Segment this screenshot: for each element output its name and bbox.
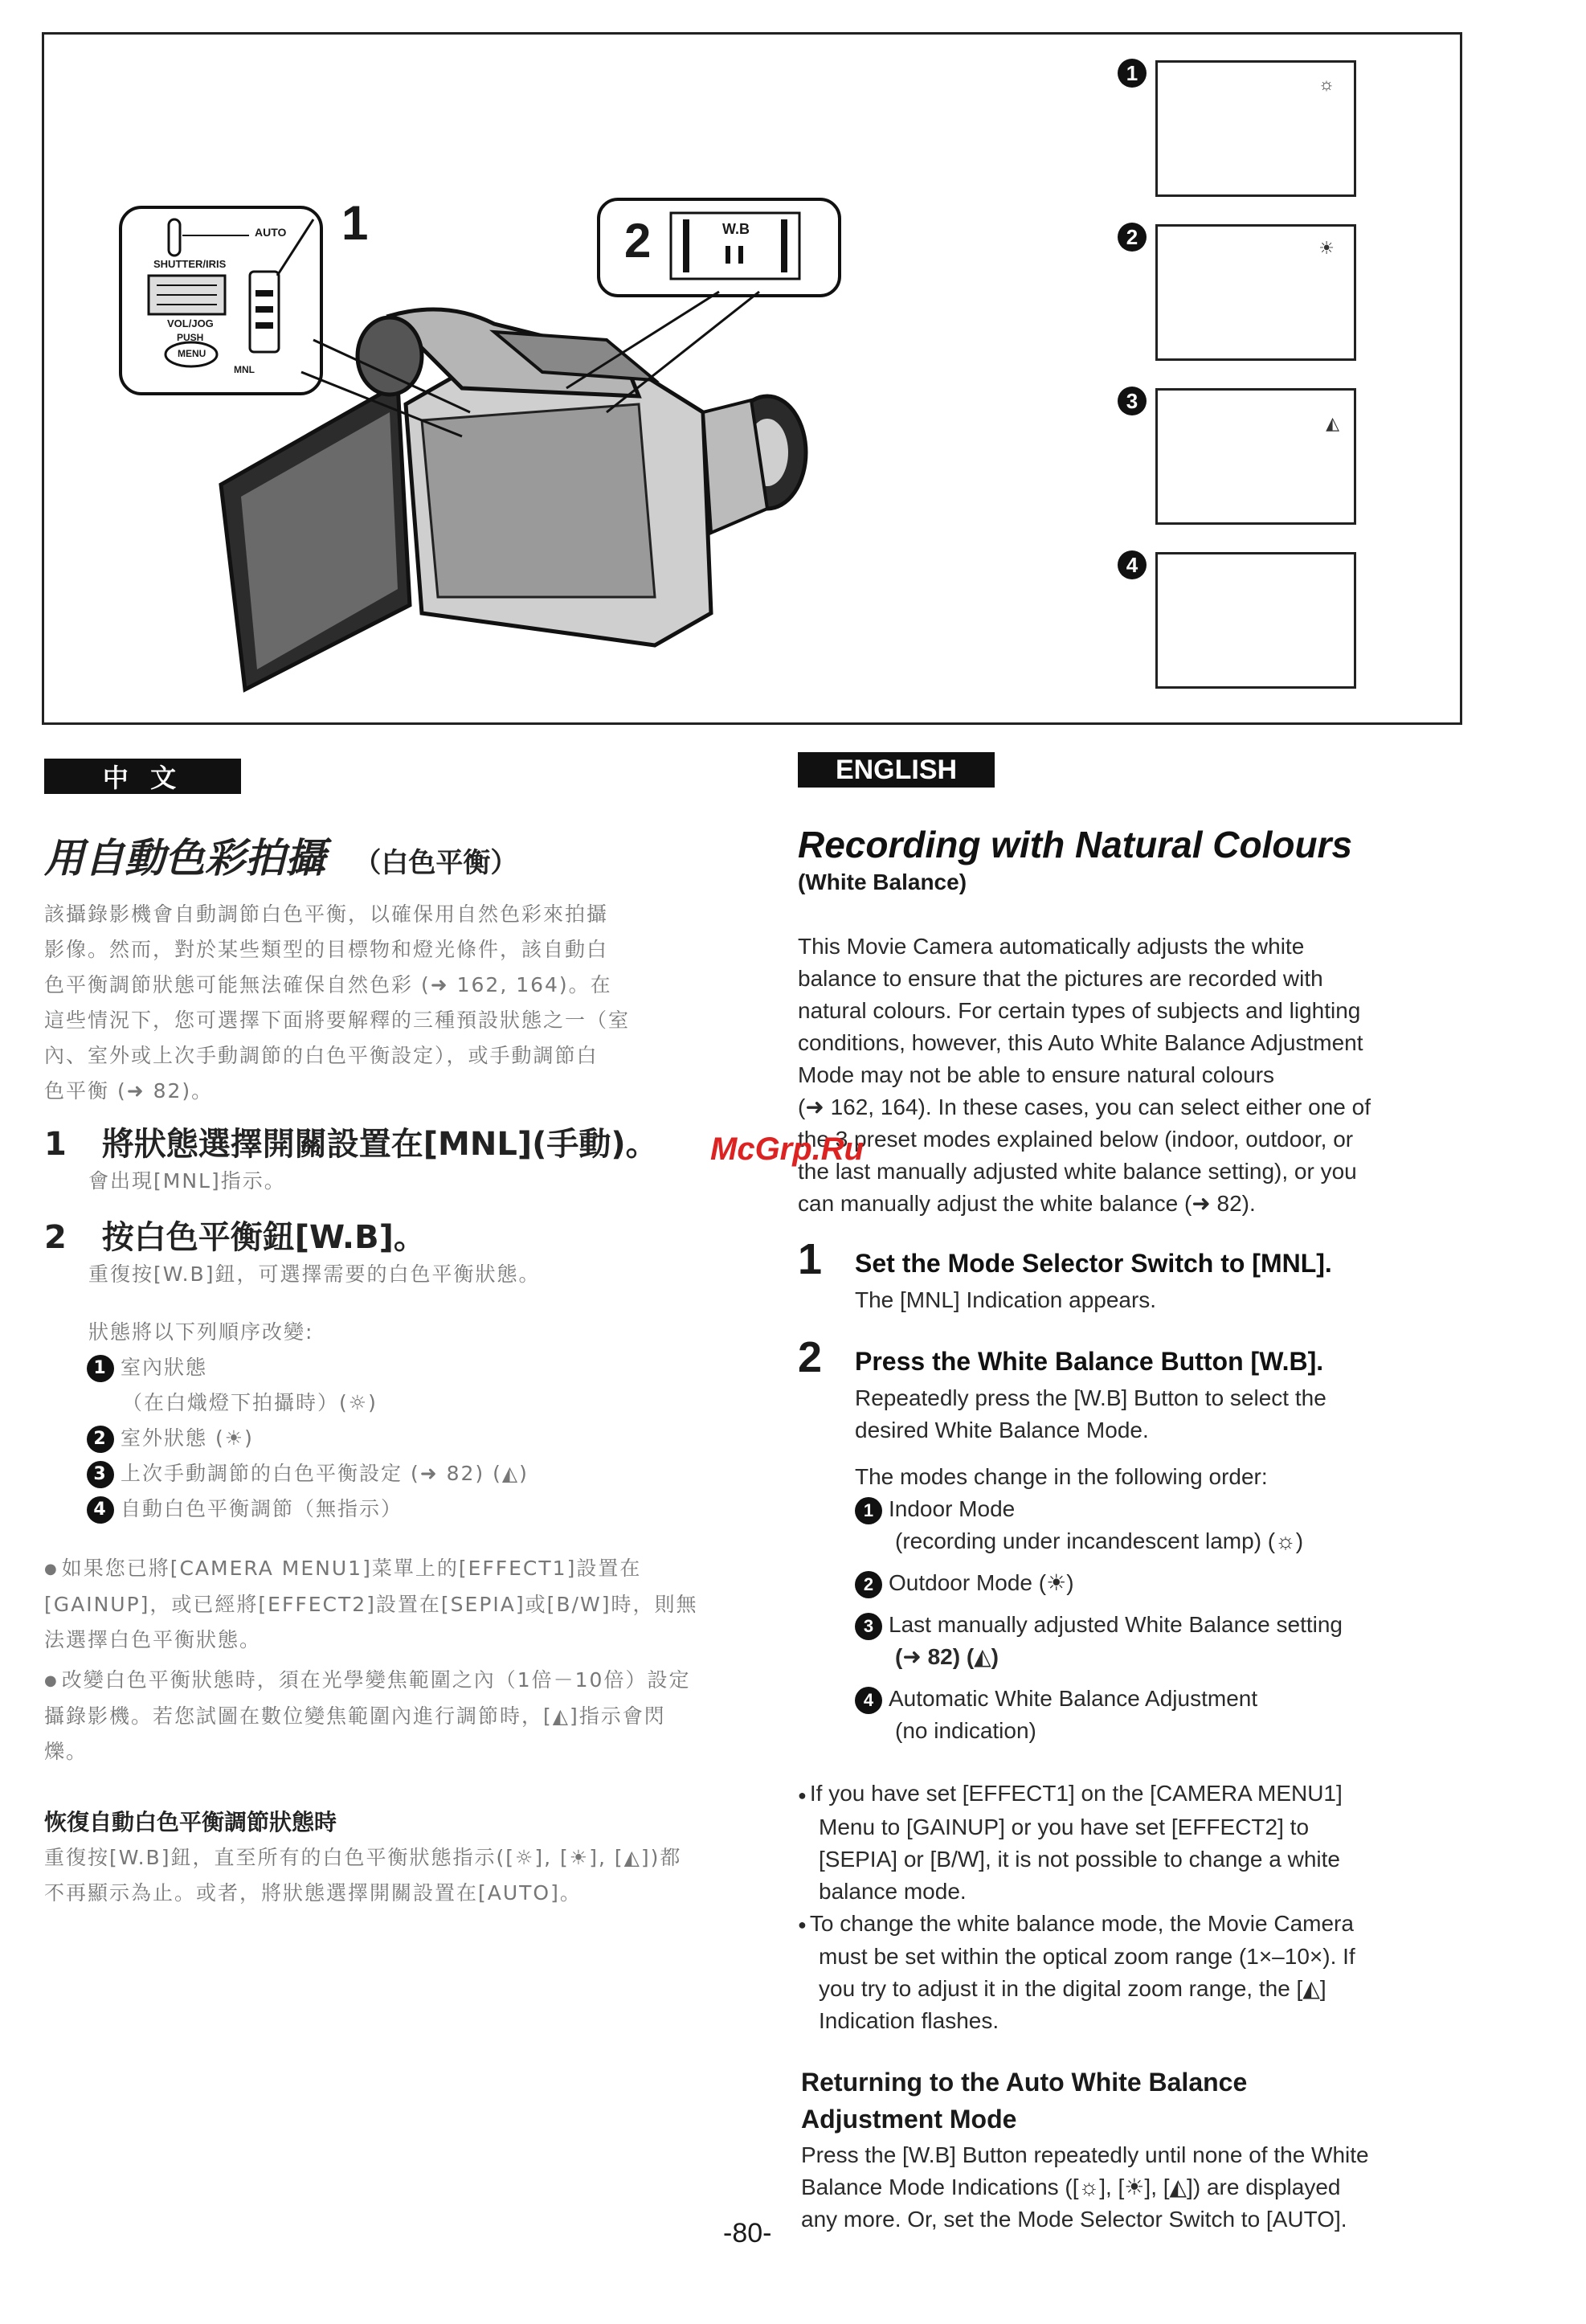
watermark: McGrp.Ru — [710, 1131, 865, 1167]
english-note-1-line: balance mode. — [819, 1878, 967, 1904]
chinese-title-text: 用自動色彩拍攝 — [44, 835, 325, 882]
chinese-mode-item — [122, 1385, 529, 1421]
english-intro-line: the 3 preset modes explained below (indoor, outdoor, or — [798, 1127, 1354, 1152]
english-step-2-desc-line: Repeatedly press the [W.B] Button to select the — [855, 1385, 1326, 1410]
english-step-1-number: 1 — [798, 1235, 823, 1283]
chinese-step-1-desc: 會出現[MNL]指示。 — [88, 1169, 286, 1193]
chinese-mode-2-text: 室外狀態 (☀) — [121, 1426, 254, 1450]
chinese-mode-item — [87, 1491, 529, 1527]
screen-3-number: 3 — [1118, 387, 1147, 415]
english-modes-list — [855, 1493, 1498, 1747]
english-note-2-line: must be set within the optical zoom range (1×–10×). If — [819, 1944, 1355, 1970]
english-return-title-line: Adjustment Mode — [801, 2105, 1017, 2134]
english-step-2-title: Press the White Balance Button [W.B]. — [855, 1347, 1324, 1376]
english-mode-1-number: 1 — [855, 1497, 882, 1524]
english-note-item — [798, 1778, 1489, 1908]
english-note-1-line: ● If you have set [EFFECT1] on the [CAMERA MENU1] — [798, 1778, 1489, 1811]
chinese-intro — [44, 897, 703, 1109]
camcorder-illustration — [44, 35, 1169, 726]
dial-menu-label: MENU — [178, 348, 206, 359]
english-intro-line: This Movie Camera automatically adjusts the white — [798, 934, 1305, 959]
english-intro-line: (➜ 162, 164). In these cases, you can select either one of — [798, 1094, 1371, 1119]
chinese-step-1 — [44, 1119, 658, 1164]
english-return-text-line: Press the [W.B] Button repeatedly until none of the White — [801, 2142, 1369, 2167]
chinese-return-title: 恢復自動白色平衡調節狀態時 — [44, 1809, 337, 1835]
chinese-mode-1-number: 1 — [87, 1355, 114, 1382]
chinese-intro-line: 內、室外或上次手動調節的白色平衡設定），或手動調節白 — [44, 1044, 599, 1067]
chinese-step-2-title: 按白色平衡鈕[W.B]。 — [101, 1219, 426, 1256]
english-mode-2-number: 2 — [855, 1571, 882, 1598]
english-mode-item — [855, 1567, 1498, 1599]
english-note-1-line: [SEPIA] or [B/W], it is not possible to change a white — [819, 1846, 1340, 1872]
chinese-intro-line: 這些情況下，您可選擇下面將要解釋的三種預設狀態之一（室 — [44, 1009, 631, 1032]
english-intro-line: the last manually adjusted white balance setting), or you — [798, 1159, 1357, 1184]
chinese-section-tag: 中 文 — [44, 759, 241, 794]
manual-wb-icon: ◭ — [1326, 413, 1339, 433]
english-mode-item — [855, 1493, 1498, 1525]
english-return-text-line: Balance Mode Indications ([☼], [☀], [◭]) are displayed — [801, 2175, 1341, 2199]
chinese-note-item: ● 如果您已將[CAMERA MENU1]菜單上的[EFFECT1]設置在[GAINUP]，或已經將[EFFECT2]設置在[SEPIA]或[B/W]時，則無法選擇白色平衡狀態。 — [44, 1551, 703, 1658]
english-step-2-desc — [855, 1382, 1326, 1446]
screen-1-number: 1 — [1118, 59, 1147, 88]
english-step-1-desc: The [MNL] Indication appears. — [855, 1287, 1157, 1312]
chinese-mode-item — [87, 1456, 529, 1491]
chinese-title — [44, 826, 517, 884]
english-order-intro: The modes change in the following order: — [855, 1464, 1268, 1489]
page-number: -80- — [723, 2218, 772, 2248]
english-intro-line: natural colours. For certain types of subjects and lighting — [798, 998, 1361, 1023]
chinese-subtitle: （白色平衡） — [354, 847, 518, 879]
callout-1: 1 — [341, 196, 369, 250]
chinese-step-1-number: 1 — [44, 1126, 67, 1163]
english-intro — [798, 931, 1489, 1220]
outdoor-mode-icon: ☀ — [1318, 238, 1335, 258]
english-note-item — [798, 1908, 1489, 2038]
screen-4 — [1155, 552, 1356, 689]
chinese-mode-item — [87, 1421, 529, 1456]
callout-2: 2 — [624, 214, 652, 268]
english-mode-item — [855, 1683, 1498, 1715]
english-return-title-line: Returning to the Auto White Balance — [801, 2068, 1248, 2097]
chinese-intro-line: 影像。然而，對於某些類型的目標物和燈光條件，該自動白 — [44, 938, 609, 961]
english-title: Recording with Natural Colours — [798, 824, 1353, 865]
dial-mnl-label: MNL — [234, 364, 255, 375]
dial-shutter-iris-label: SHUTTER/IRIS — [153, 258, 227, 270]
chinese-note-item: ● 改變白色平衡狀態時，須在光學變焦範圍之內（1倍－10倍）設定攝錄影機。若您試圖在數位變焦範圍內進行調節時，[◭]指示會閃爍。 — [44, 1663, 703, 1770]
chinese-mode-3-number: 3 — [87, 1461, 114, 1488]
chinese-return-text: 重復按[W.B]鈕，直至所有的白色平衡狀態指示([☼], [☀], [◭])都不再顯示為止。或者，將狀態選擇開關設置在[AUTO]。 — [44, 1846, 682, 1905]
english-intro-line: balance to ensure that the pictures are recorded with — [798, 966, 1323, 991]
chinese-mode-1-text: 室內狀態 — [121, 1356, 208, 1379]
wb-button-label: W.B — [722, 221, 750, 237]
chinese-step-2-number: 2 — [44, 1219, 67, 1256]
english-mode-3-number: 3 — [855, 1613, 882, 1640]
english-section-tag: ENGLISH — [798, 752, 995, 788]
screen-4-number: 4 — [1118, 550, 1147, 579]
dial-auto-label: AUTO — [255, 226, 287, 239]
english-return-title — [801, 2064, 1247, 2138]
chinese-mode-2-number: 2 — [87, 1426, 114, 1453]
english-note-2-line: you try to adjust it in the digital zoom range, the [◭] — [819, 1976, 1326, 2002]
screen-3 — [1155, 388, 1356, 525]
illustration-frame — [42, 32, 1462, 725]
english-mode-4-note: (no indication) — [895, 1718, 1036, 1743]
english-note-1-line: Menu to [GAINUP] or you have set [EFFECT2] to — [819, 1814, 1310, 1839]
indoor-mode-icon: ☼ — [1318, 74, 1335, 94]
english-step-1-title: Set the Mode Selector Switch to [MNL]. — [855, 1249, 1332, 1278]
chinese-mode-4-number: 4 — [87, 1496, 114, 1524]
screen-2-number: 2 — [1118, 223, 1147, 252]
english-note-2-line: ● To change the white balance mode, the Movie Camera — [798, 1908, 1489, 1941]
english-intro-line: conditions, however, this Auto White Balance Adjustment — [798, 1030, 1363, 1055]
chinese-intro-line: 色平衡 (➜ 82)。 — [44, 1079, 214, 1103]
chinese-step-2 — [44, 1212, 426, 1258]
chinese-modes-list — [87, 1350, 529, 1527]
english-mode-3-text: Last manually adjusted White Balance setting — [889, 1612, 1343, 1637]
english-return-text-line: any more. Or, set the Mode Selector Switch to [AUTO]. — [801, 2207, 1347, 2232]
english-return-text — [801, 2139, 1492, 2236]
english-mode-4-number: 4 — [855, 1687, 882, 1714]
chinese-step-1-title: 將狀態選擇開關設置在[MNL](手動)。 — [101, 1126, 658, 1163]
english-step-2-desc-line: desired White Balance Mode. — [855, 1418, 1149, 1442]
chinese-intro-line: 該攝錄影機會自動調節白色平衡，以確保用自然色彩來拍攝 — [44, 902, 609, 926]
english-note-2-line: Indication flashes. — [819, 2008, 999, 2034]
english-mode-1-note: (recording under incandescent lamp) (☼) — [895, 1528, 1304, 1553]
english-mode-4-text: Automatic White Balance Adjustment — [889, 1686, 1258, 1711]
english-mode-item — [855, 1609, 1498, 1641]
chinese-mode-1-note: （在白熾燈下拍攝時）(☼) — [122, 1391, 378, 1414]
english-notes — [798, 1778, 1489, 2037]
chinese-step-2-desc: 重復按[W.B]鈕，可選擇需要的白色平衡狀態。 — [88, 1262, 541, 1286]
english-mode-2-text: Outdoor Mode (☀) — [889, 1570, 1074, 1595]
english-subtitle: (White Balance) — [798, 869, 967, 894]
screen-1 — [1155, 60, 1356, 197]
english-intro-line: can manually adjust the white balance (➜ 82). — [798, 1191, 1256, 1216]
chinese-order-intro: 狀態將以下列順序改變: — [88, 1320, 314, 1344]
chinese-notes — [44, 1551, 703, 1770]
chinese-intro-line: 色平衡調節狀態可能無法確保自然色彩 (➜ 162, 164)。在 — [44, 973, 612, 996]
english-mode-1-text: Indoor Mode — [889, 1496, 1016, 1521]
dial-push-label: PUSH — [177, 332, 204, 343]
dial-vol-jog-label: VOL/JOG — [167, 317, 214, 329]
english-intro-line: Mode may not be able to ensure natural colours — [798, 1062, 1275, 1087]
english-mode-3-note: (➜ 82) (◭) — [895, 1644, 999, 1669]
english-step-2-number: 2 — [798, 1333, 823, 1381]
chinese-mode-4-text: 自動白色平衡調節（無指示） — [121, 1497, 403, 1520]
screen-2 — [1155, 224, 1356, 361]
chinese-mode-3-text: 上次手動調節的白色平衡設定 (➜ 82) (◭) — [121, 1462, 529, 1485]
chinese-mode-item — [87, 1350, 529, 1385]
